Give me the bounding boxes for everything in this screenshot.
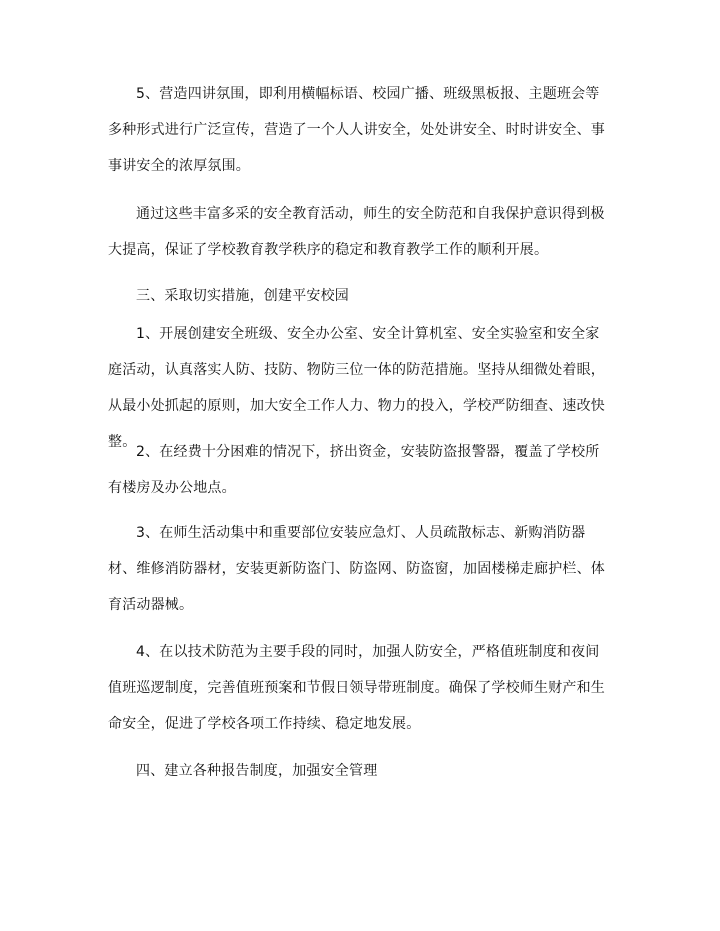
paragraph-item-2: 2、在经费十分困难的情况下，挤出资金，安装防盗报警器，覆盖了学校所有楼房及办公地点。 — [108, 444, 600, 496]
section-heading-4: 四、建立各种报告制度，加强安全管理 — [136, 763, 378, 779]
paragraph-item-1: 1、开展创建安全班级、安全办公室、安全计算机室、安全实验室和安全家庭活动，认真落实人防、技防、物防三位一体的防范措施。坚持从细微处着眼，从最小处抓起的原则，加大安全工作人力、物力的投入，学校严防细查、速改快整。 — [108, 326, 605, 450]
paragraph-item-5-atmosphere: 5、营造四讲氛围，即利用横幅标语、校园广播、班级黑板报、主题班会等多种形式进行广泛宣传，营造了一个人人讲安全，处处讲安全、时时讲安全、事事讲安全的浓厚氛围。 — [108, 86, 605, 174]
section-heading-3: 三、采取切实措施，创建平安校园 — [136, 288, 349, 304]
paragraph-summary: 通过这些丰富多采的安全教育活动，师生的安全防范和自我保护意识得到极大提高，保证了学校教育教学秩序的稳定和教育教学工作的顺利开展。 — [108, 206, 605, 258]
paragraph-item-4: 4、在以技术防范为主要手段的同时，加强人防安全，严格值班制度和夜间值班巡逻制度，完善值班预案和节假日领导带班制度。确保了学校师生财产和生命安全，促进了学校各项工作持续、稳定地发展。 — [108, 644, 605, 732]
paragraph-item-3: 3、在师生活动集中和重要部位安装应急灯、人员疏散标志、新购消防器材、维修消防器材，安装更新防盗门、防盗网、防盗窗，加固楼梯走廊护栏、体育活动器械。 — [108, 525, 605, 613]
